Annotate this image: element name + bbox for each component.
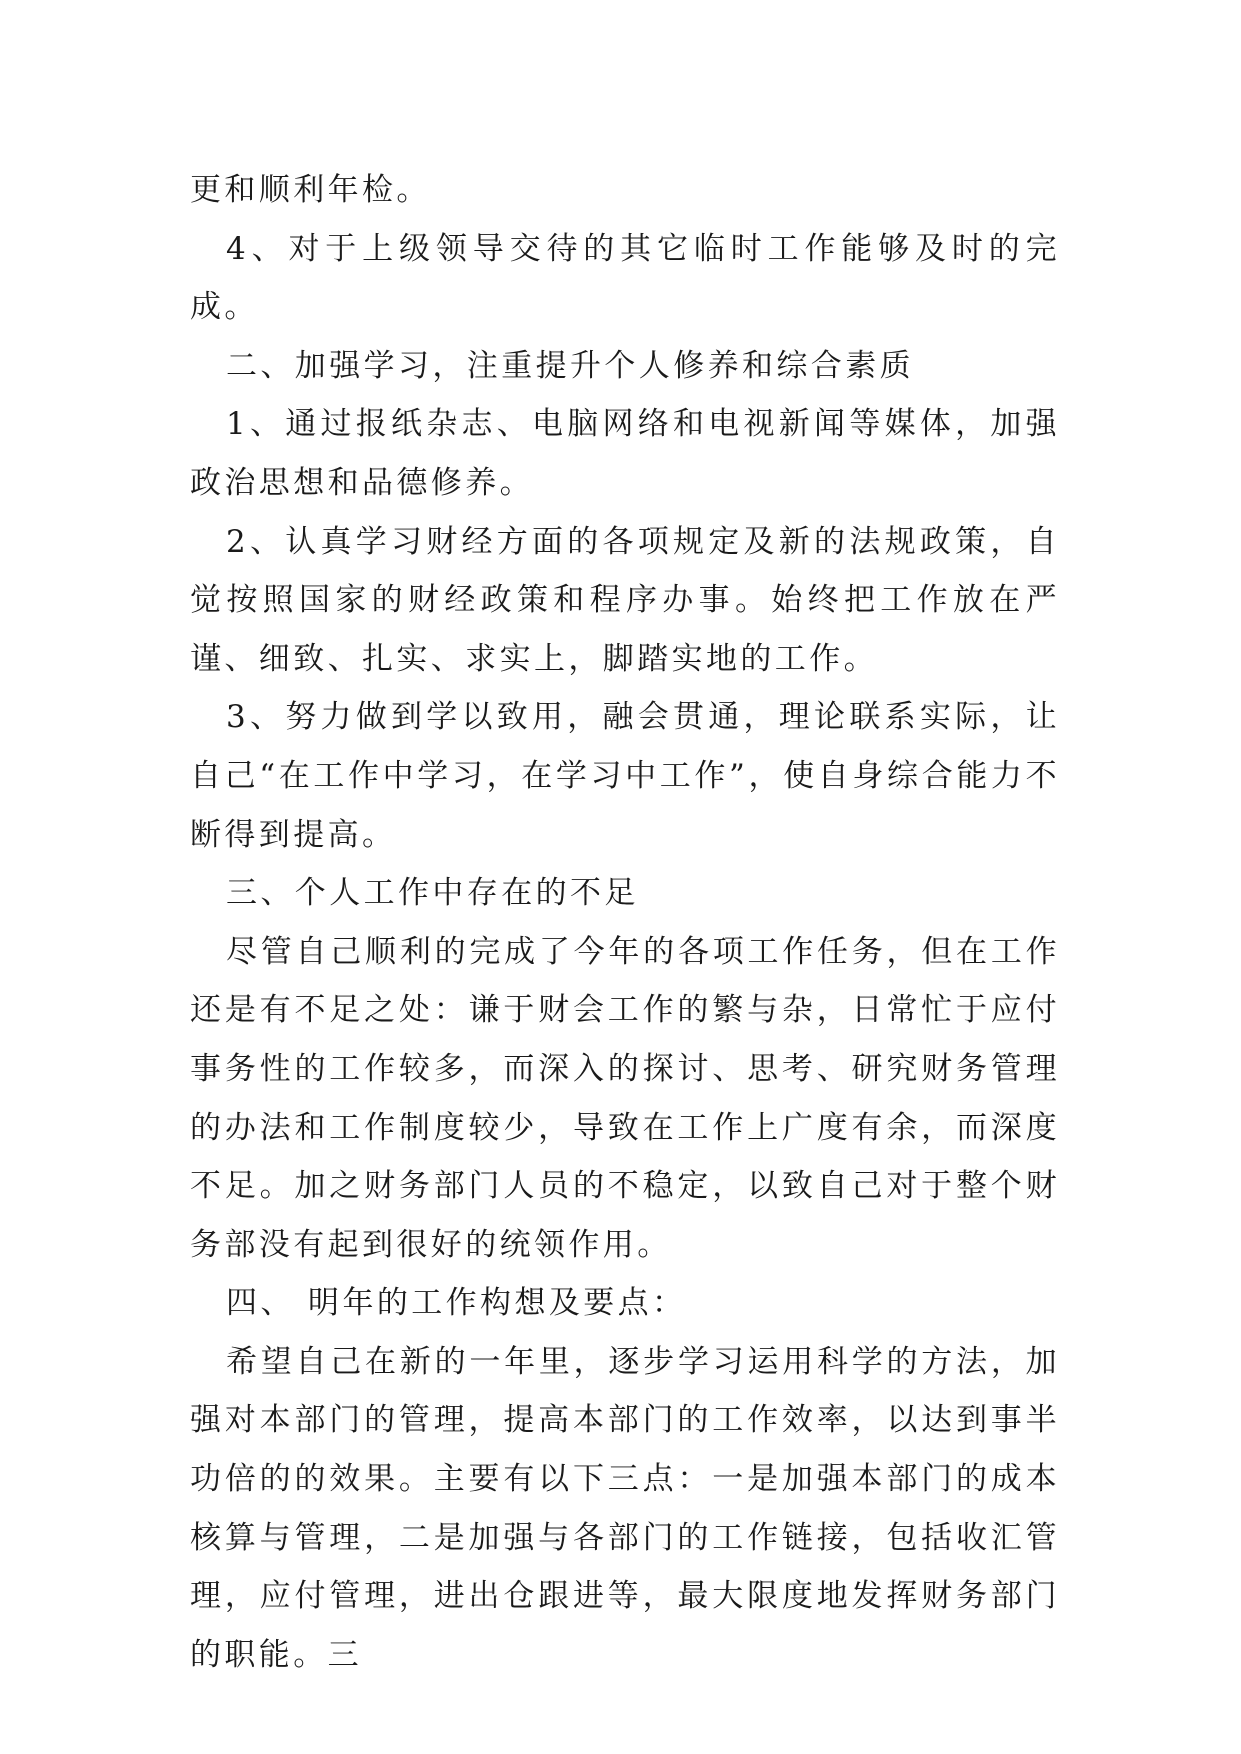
list-item-1: 1、通过报纸杂志、电脑网络和电视新闻等媒体，加强政治思想和品德修养。 — [190, 406, 1060, 501]
document-body — [190, 161, 1060, 1684]
section-heading-4: 四、 明年的工作构想及要点： — [226, 1285, 687, 1322]
list-item-2: 2、认真学习财经方面的各项规定及新的法规政策，自觉按照国家的财经政策和程序办事。始终把工作放在严谨、细致、扎实、求实上，脚踏实地的工作。 — [190, 523, 1060, 677]
section-heading-2: 二、加强学习，注重提升个人修养和综合素质 — [226, 347, 914, 384]
paragraph-shortcomings: 尽管自己顺利的完成了今年的各项工作任务，但在工作还是有不足之处：谦于财会工作的繁与杂，日常忙于应付事务性的工作较多，而深入的探讨、思考、研究财务管理的办法和工作制度较少，导致在工作上广度有余，而深度不足。加之财务部门人员的不稳定，以致自己对于整个财务部没有起到很好的统领作用。 — [190, 933, 1060, 1263]
section-heading-3: 三、个人工作中存在的不足 — [226, 875, 639, 912]
paragraph-continuation: 更和顺利年检。 — [190, 172, 431, 208]
list-item-4: 4、对于上级领导交待的其它临时工作能够及时的完成。 — [190, 230, 1060, 326]
list-item-3: 3、努力做到学以致用，融会贯通，理论联系实际，让自己“在工作中学习，在学习中工作”，使自身综合能力不断得到提高。 — [190, 699, 1060, 853]
paragraph-plans: 希望自己在新的一年里，逐步学习运用科学的方法，加强对本部门的管理，提高本部门的工作效率，以达到事半功倍的的效果。主要有以下三点：一是加强本部门的成本核算与管理，二是加强与各部门的工作链接，包括收汇管理，应付管理，进出仓跟进等，最大限度地发挥财务部门的职能。三 — [190, 1343, 1060, 1673]
